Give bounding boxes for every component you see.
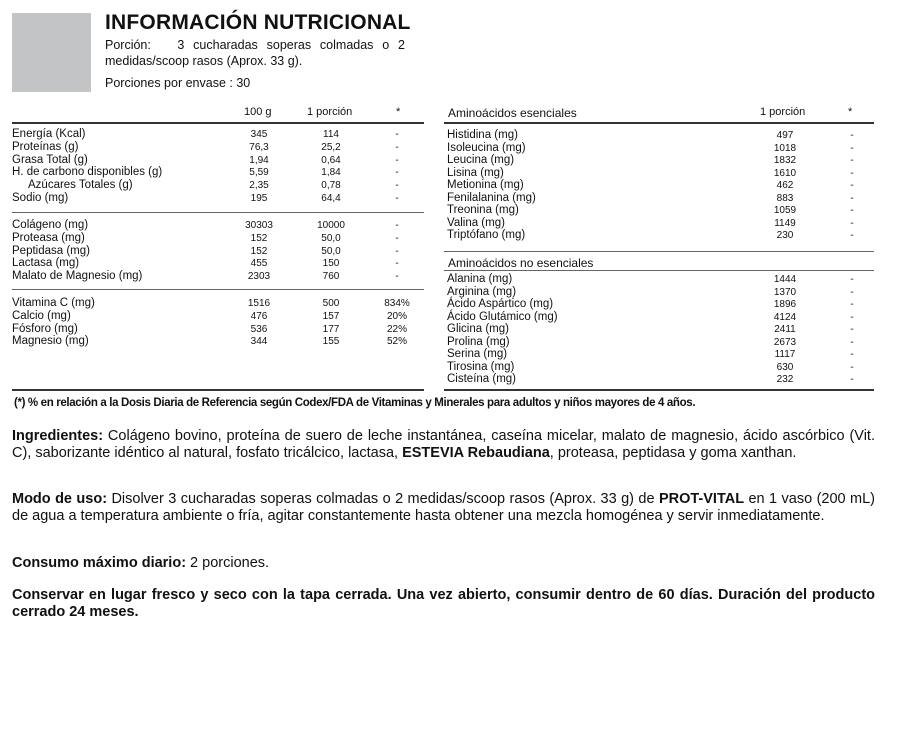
- nutrient-value-dv: 52%: [386, 336, 407, 348]
- page-title: INFORMACIÓN NUTRICIONAL: [105, 11, 411, 34]
- amino-value-dv: -: [850, 324, 854, 336]
- amino-value-dv: -: [850, 155, 854, 167]
- amino-row: [444, 323, 874, 336]
- nutrition-row: [12, 219, 424, 232]
- nutrient-value-portion: 50,0: [321, 232, 341, 244]
- amino-name: Glicina (mg): [447, 323, 509, 336]
- amino-name: Valina (mg): [447, 216, 505, 229]
- amino-value-portion: 1444: [773, 274, 797, 285]
- amino-name: Ácido Glutámico (mg): [447, 310, 558, 323]
- amino-row: [444, 336, 874, 349]
- nutrition-row: [12, 323, 424, 336]
- nutrient-value-portion: 760: [322, 271, 340, 283]
- nutrition-row: [12, 166, 424, 179]
- nutrient-value-dv: 834%: [384, 298, 410, 309]
- amino-value-portion: 2411: [774, 324, 796, 336]
- amino-value-dv: -: [850, 286, 854, 298]
- amino-value-portion: 1610: [773, 167, 797, 179]
- nutrient-value-portion: 50,0: [321, 245, 341, 257]
- amino-name: Serina (mg): [447, 348, 508, 361]
- amino-value-portion: 1149: [774, 217, 796, 229]
- amino-name: Triptófano (mg): [447, 229, 526, 242]
- nutrient-value-100g: 5,59: [249, 167, 269, 179]
- nutrient-value-dv: -: [395, 154, 399, 166]
- amino-value-portion: 232: [776, 374, 794, 386]
- amino-name: Tirosina (mg): [447, 360, 515, 373]
- nutrient-value-dv: -: [395, 245, 399, 257]
- nutrient-value-100g: 152: [250, 232, 268, 244]
- nutrient-name: Calcio (mg): [12, 309, 71, 322]
- amino-value-dv: -: [850, 192, 854, 204]
- amino-row: [444, 154, 874, 167]
- amino-value-portion: 1117: [774, 349, 796, 361]
- nutrient-value-dv: 22%: [386, 323, 407, 335]
- max-daily-paragraph: [12, 555, 875, 572]
- nutrition-row: [12, 310, 424, 323]
- nutrition-row: [12, 232, 424, 245]
- nutrient-value-portion: 64,4: [321, 193, 341, 204]
- nutrient-name: Azúcares Totales (g): [28, 179, 133, 192]
- amino-name: Ácido Aspártico (mg): [447, 298, 554, 311]
- amino-row: [444, 373, 874, 386]
- usage-highlight: PROT-VITAL: [658, 491, 745, 507]
- amino-name: Histidina (mg): [447, 129, 518, 141]
- amino-value-portion: 1018: [773, 142, 797, 154]
- amino-value-portion: 230: [776, 230, 794, 242]
- nutrient-value-portion: 150: [322, 258, 340, 270]
- amino-row: [444, 311, 874, 324]
- amino-row: [444, 179, 874, 192]
- ingredients-highlight: ESTEVIA Rebaudiana: [402, 444, 550, 461]
- amino-value-portion: 2673: [773, 336, 797, 348]
- nutrient-value-100g: 2,35: [249, 180, 269, 192]
- amino-divider: [444, 251, 874, 252]
- nutrient-name: Vitamina C (mg): [12, 297, 95, 309]
- nutrition-row: [12, 257, 424, 270]
- amino-value-dv: -: [850, 274, 854, 285]
- nutrition-row: [12, 154, 424, 167]
- amino-value-portion: 4124: [773, 311, 797, 323]
- nutrient-value-dv: -: [395, 180, 399, 192]
- amino-name: Leucina (mg): [447, 154, 515, 167]
- nutrient-value-dv: -: [395, 258, 399, 270]
- col-header-portion: 1 porción: [307, 106, 353, 118]
- amino-name: Lisina (mg): [447, 166, 504, 179]
- amino-divider-2: [444, 270, 874, 271]
- amino-row: [444, 298, 874, 311]
- nutrient-value-100g: 345: [250, 129, 268, 140]
- nutrient-name: Proteínas (g): [12, 140, 79, 153]
- amino-value-portion: 883: [776, 192, 794, 204]
- ingredients-label: Ingredientes:: [12, 428, 104, 444]
- ingredients-text-2: , proteasa, peptidasa y goma xanthan.: [549, 444, 797, 461]
- amino-name: Fenilalanina (mg): [447, 191, 536, 204]
- nutrient-name: Proteasa (mg): [12, 231, 85, 244]
- amino-col-header-dv: *: [848, 106, 853, 118]
- amino-value-portion: 462: [776, 180, 794, 192]
- nutrient-value-100g: 195: [250, 193, 268, 204]
- nutrition-row: [12, 297, 424, 310]
- amino-name: Isoleucina (mg): [447, 141, 526, 154]
- max-daily-text: 2 porciones.: [186, 555, 270, 571]
- nutrient-value-dv: -: [395, 271, 399, 283]
- nutrition-row: [12, 245, 424, 258]
- amino-name: Alanina (mg): [447, 273, 513, 285]
- nutrient-value-100g: 76,3: [249, 141, 269, 153]
- portion-label: Porción:: [105, 38, 151, 52]
- amino-value-portion: 1370: [773, 286, 797, 298]
- nutrient-value-portion: 0,78: [321, 180, 341, 192]
- amino-col-header-portion: 1 porción: [760, 106, 806, 118]
- nutrient-value-100g: 536: [250, 323, 268, 335]
- amino-name: Treonina (mg): [447, 204, 519, 217]
- amino-name: Arginina (mg): [447, 285, 517, 298]
- amino-essential-title: Aminoácidos esenciales: [448, 106, 577, 120]
- nutrient-value-100g: 1,94: [249, 154, 269, 166]
- amino-row: [444, 361, 874, 374]
- amino-row: [444, 273, 874, 286]
- nutrition-row: [12, 128, 424, 141]
- nutrition-divider-1: [12, 212, 424, 213]
- nutrition-table: [12, 0, 424, 400]
- usage-label: Modo de uso:: [12, 491, 108, 507]
- amino-value-dv: -: [850, 167, 854, 179]
- nutrient-value-portion: 157: [322, 310, 340, 322]
- nutrient-value-portion: 10000: [317, 220, 345, 231]
- nutrition-divider-2: [12, 289, 424, 290]
- amino-row: [444, 142, 874, 155]
- nutrient-value-portion: 177: [322, 323, 340, 335]
- nutrient-value-100g: 455: [250, 258, 268, 270]
- col-header-dv: *: [396, 106, 401, 118]
- amino-row: [444, 286, 874, 299]
- amino-row: [444, 167, 874, 180]
- nutrient-name: Colágeno (mg): [12, 219, 89, 231]
- amino-name: Cisteína (mg): [447, 373, 517, 386]
- amino-value-dv: -: [850, 230, 854, 242]
- amino-value-portion: 630: [776, 361, 794, 373]
- nutrient-name: Peptidasa (mg): [12, 244, 90, 257]
- nutrient-name: Grasa Total (g): [12, 153, 88, 166]
- nutrient-value-portion: 25,2: [321, 141, 341, 153]
- nutrition-row: [12, 192, 424, 205]
- nutrient-value-100g: 152: [250, 245, 268, 257]
- nutrient-value-portion: 155: [322, 336, 340, 348]
- amino-value-dv: -: [850, 142, 854, 154]
- amino-row: [444, 348, 874, 361]
- usage-paragraph: [12, 491, 875, 524]
- usage-text-1: Disolver 3 cucharadas soperas colmadas o 2 medidas/scoop rasos (Aprox. 33 g) de: [107, 491, 659, 507]
- amino-row: [444, 192, 874, 205]
- servings-per-pack: Porciones por envase : 30: [105, 76, 251, 90]
- amino-value-dv: -: [850, 205, 854, 217]
- nutrient-value-portion: 1,84: [321, 167, 341, 179]
- amino-value-portion: 497: [776, 130, 794, 141]
- amino-row: [444, 217, 874, 230]
- amino-value-portion: 1832: [773, 155, 797, 167]
- nutrient-value-portion: 0,64: [321, 154, 341, 166]
- nutrient-value-100g: 344: [250, 336, 268, 348]
- nutrient-value-portion: 114: [323, 129, 339, 140]
- nutrient-name: Energía (Kcal): [12, 128, 86, 140]
- amino-row: [444, 229, 874, 242]
- nutrition-bottom-rule: [12, 389, 424, 391]
- nutrient-value-100g: 476: [250, 310, 268, 322]
- nutrition-row: [12, 179, 424, 192]
- amino-value-dv: -: [850, 336, 854, 348]
- nutrient-value-dv: 20%: [386, 310, 407, 322]
- nutrition-row: [12, 335, 424, 348]
- amino-value-dv: -: [850, 349, 854, 361]
- amino-value-dv: -: [850, 311, 854, 323]
- nutrient-value-100g: 2303: [247, 271, 271, 283]
- usage-text-2: en 1 vaso (200 mL) de agua a temperatura ambiente o fría, agitar constantemente hasta obtener una mezcla homogénea y servir inmediatamente.: [12, 491, 875, 524]
- amino-value-portion: 1896: [773, 299, 797, 311]
- portion-text: 3 cucharadas soperas colmadas o 2 medidas/scoop rasos (Aprox. 33 g).: [105, 38, 406, 68]
- nutrient-name: Malato de Magnesio (mg): [12, 270, 143, 283]
- nutrient-value-dv: -: [395, 220, 399, 231]
- nutrient-value-dv: -: [395, 193, 399, 204]
- nutrient-value-dv: -: [395, 167, 399, 179]
- amino-name: Metionina (mg): [447, 179, 524, 192]
- nutrition-row: [12, 141, 424, 154]
- amino-name: Prolina (mg): [447, 335, 510, 348]
- nutrient-name: Sodio (mg): [12, 192, 69, 204]
- amino-value-dv: -: [850, 217, 854, 229]
- amino-value-portion: 1059: [773, 205, 797, 217]
- nutrition-row: [12, 270, 424, 283]
- storage-paragraph: [12, 587, 875, 620]
- nutrient-value-dv: -: [395, 232, 399, 244]
- nutrient-name: Fósforo (mg): [12, 322, 78, 335]
- amino-bottom-rule: [444, 389, 874, 391]
- amino-row: [444, 129, 874, 142]
- amino-row: [444, 204, 874, 217]
- nutrient-value-portion: 500: [322, 298, 340, 309]
- nutrient-value-dv: -: [395, 129, 399, 140]
- amino-table: [444, 0, 874, 400]
- storage-text: Conservar en lugar fresco y seco con la tapa cerrada. Una vez abierto, consumir dentro de 60 días. Duración del producto cerrado 24 meses.: [12, 587, 875, 620]
- nutrient-name: Lactasa (mg): [12, 257, 80, 270]
- amino-value-dv: -: [850, 361, 854, 373]
- amino-value-dv: -: [850, 130, 854, 141]
- nutrient-value-100g: 1516: [247, 298, 271, 309]
- ingredients-text-1: Colágeno bovino, proteína de suero de leche instantánea, caseína micelar, malato de magnesio, ácido ascórbico (Vit. C), saborizante idéntico al natural, fosfato tricálcico, lactasa,: [12, 428, 875, 461]
- nutrient-name: H. de carbono disponibles (g): [12, 166, 163, 179]
- nutrient-name: Magnesio (mg): [12, 335, 89, 348]
- nutrient-value-dv: -: [395, 141, 399, 153]
- daily-value-footnote: (*) % en relación a la Dosis Diaria de Referencia según Codex/FDA de Vitaminas y Minerales para adultos y niños mayores de 4 años.: [14, 397, 696, 409]
- amino-nonessential-title: Aminoácidos no esenciales: [448, 256, 594, 270]
- ingredients-paragraph: [12, 428, 875, 461]
- nutrient-value-100g: 30303: [245, 220, 273, 231]
- amino-value-dv: -: [850, 374, 854, 386]
- amino-value-dv: -: [850, 180, 854, 192]
- amino-value-dv: -: [850, 299, 854, 311]
- max-daily-label: Consumo máximo diario:: [12, 555, 187, 571]
- col-header-100g: 100 g: [244, 106, 272, 118]
